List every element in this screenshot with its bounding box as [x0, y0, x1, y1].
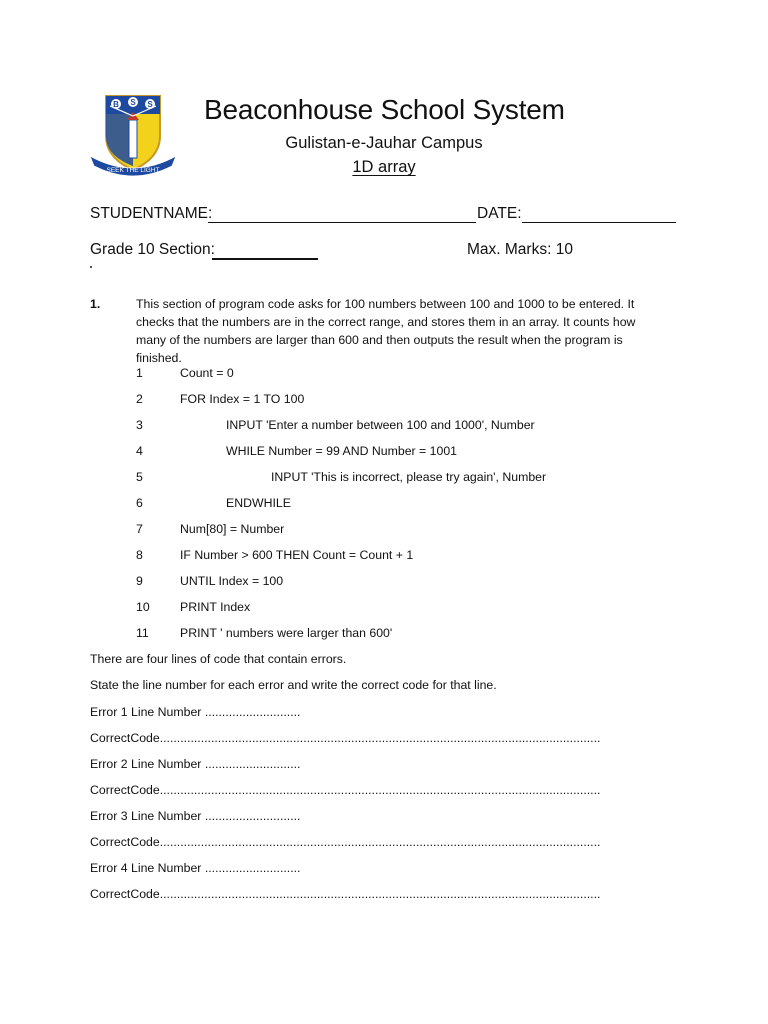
subject-title-text: 1D array	[352, 158, 416, 176]
code-line-number: 4	[136, 444, 143, 458]
correct-code-field[interactable]: CorrectCode.................................................................................................................................	[90, 731, 601, 745]
crest-motto: SEEK THE LIGHT	[106, 167, 160, 174]
campus-name: Gulistan-e-Jauhar Campus	[285, 134, 483, 152]
code-statement: WHILE Number = 99 AND Number = 1001	[226, 444, 458, 458]
date-field[interactable]	[522, 222, 676, 223]
crest-letter-3: S	[147, 100, 153, 109]
instruction-state: State the line number for each error and write the correct code for that line.	[90, 678, 497, 692]
crest-letter-2: S	[130, 98, 136, 107]
code-line-number: 10	[136, 600, 150, 614]
correct-code-field[interactable]: CorrectCode.................................................................................................................................	[90, 783, 601, 797]
grade-section-label: Grade 10 Section:	[90, 241, 215, 258]
stray-dot	[90, 266, 92, 268]
date-label: DATE:	[477, 205, 522, 222]
error-line-number-field[interactable]: Error 2 Line Number ............................	[90, 757, 301, 771]
correct-code-field[interactable]: CorrectCode.................................................................................................................................	[90, 835, 601, 849]
correct-code-field[interactable]: CorrectCode.................................................................................................................................	[90, 887, 601, 901]
error-line-number-field[interactable]: Error 4 Line Number ............................	[90, 861, 301, 875]
section-field[interactable]	[212, 258, 318, 260]
code-statement: PRINT Index	[180, 600, 251, 614]
student-name-field[interactable]	[208, 222, 476, 223]
code-statement: ENDWHILE	[226, 496, 291, 510]
student-name-label: STUDENTNAME:	[90, 205, 213, 222]
question-text: This section of program code asks for 100 numbers between 100 and 1000 to be entered. It checks that the numbers are in the correct range, and stores them in an array. It counts how many of the numbers are larger than 600 and then outputs the result when the program is finished.	[136, 297, 636, 365]
code-line-number: 3	[136, 418, 143, 432]
school-name: Beaconhouse School System	[204, 94, 565, 125]
code-line-number: 7	[136, 522, 143, 536]
code-line-number: 8	[136, 548, 143, 562]
school-crest-logo	[88, 92, 178, 178]
code-line-number: 5	[136, 470, 143, 484]
question-number: 1.	[90, 297, 101, 311]
code-statement: INPUT 'Enter a number between 100 and 1000', Number	[226, 418, 535, 432]
code-line-number: 11	[136, 626, 149, 640]
subject-title	[200, 158, 568, 177]
code-line-number: 9	[136, 574, 143, 588]
code-line-number: 6	[136, 496, 143, 510]
error-line-number-field[interactable]: Error 3 Line Number ............................	[90, 809, 301, 823]
error-line-number-field[interactable]: Error 1 Line Number ............................	[90, 705, 301, 719]
code-statement: IF Number > 600 THEN Count = Count + 1	[180, 548, 414, 562]
code-statement: Count = 0	[180, 366, 234, 380]
code-statement: FOR Index = 1 TO 100	[180, 392, 305, 406]
code-statement: INPUT 'This is incorrect, please try again', Number	[271, 470, 547, 484]
code-line-number: 1	[136, 366, 143, 380]
code-statement: PRINT ' numbers were larger than 600'	[180, 626, 393, 640]
max-marks: Max. Marks: 10	[467, 241, 573, 258]
code-statement: Num[80] = Number	[180, 522, 285, 536]
code-line-number: 2	[136, 392, 143, 406]
code-statement: UNTIL Index = 100	[180, 574, 284, 588]
crest-letter-1: B	[113, 100, 119, 109]
instruction-errors: There are four lines of code that contain errors.	[90, 652, 347, 666]
